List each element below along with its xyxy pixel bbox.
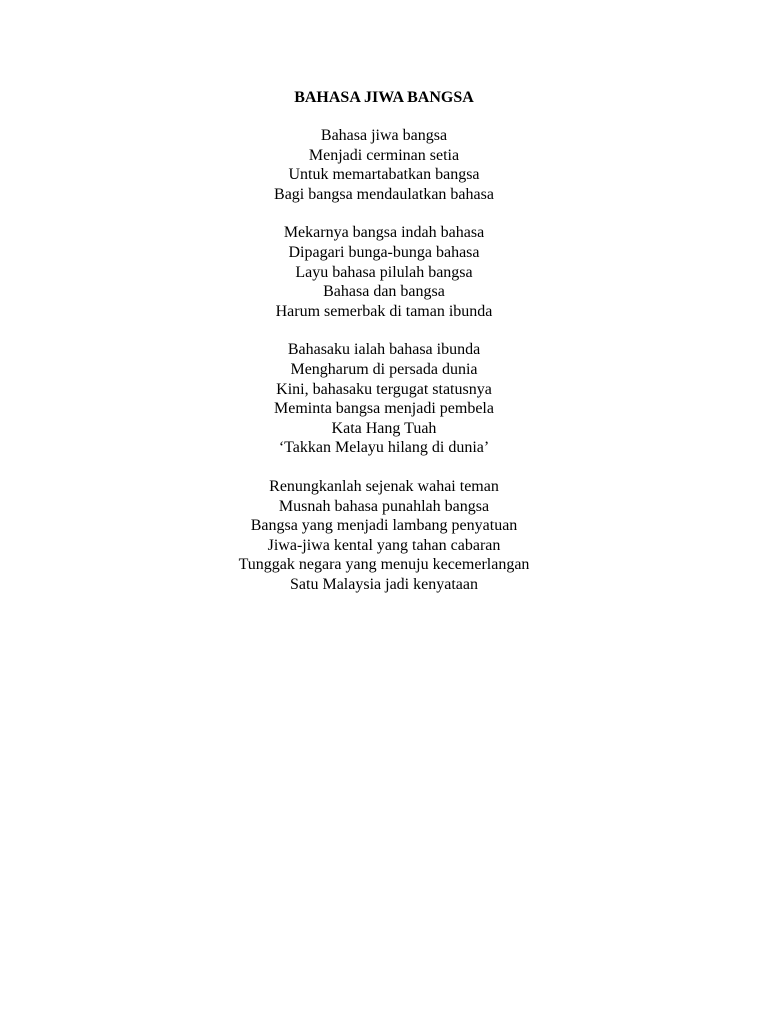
poem-line: Harum semerbak di taman ibunda	[275, 302, 493, 320]
poem	[0, 87, 768, 613]
stanza-3	[0, 340, 768, 458]
poem-line: Bahasa dan bangsa	[323, 283, 445, 301]
stanza-1	[0, 126, 768, 204]
poem-line: Dipagari bunga-bunga bahasa	[288, 243, 480, 261]
poem-line: Satu Malaysia jadi kenyataan	[290, 575, 478, 593]
poem-line: Kata Hang Tuah	[331, 419, 437, 437]
poem-title: BAHASA JIWA BANGSA	[294, 89, 474, 106]
poem-line: Bahasaku ialah bahasa ibunda	[287, 341, 481, 359]
poem-line: Kini, bahasaku tergugat statusnya	[276, 380, 492, 398]
poem-line: Mekarnya bangsa indah bahasa	[283, 224, 485, 242]
poem-line: Bahasa jiwa bangsa	[320, 127, 448, 144]
poem-line: Layu bahasa pilulah bangsa	[295, 263, 473, 281]
poem-line: Jiwa-jiwa kental yang tahan cabaran	[267, 536, 501, 554]
poem-line: Untuk memartabatkan bangsa	[288, 166, 480, 184]
poem-line: Mengharum di persada dunia	[290, 360, 478, 378]
poem-line: Tunggak negara yang menuju kecemerlangan	[238, 556, 530, 574]
stanza-2	[0, 223, 768, 321]
poem-line: Bagi bangsa mendaulatkan bahasa	[274, 185, 494, 203]
poem-line: Meminta bangsa menjadi pembela	[274, 400, 494, 418]
stanza-4	[0, 477, 768, 595]
poem-line: Bangsa yang menjadi lambang penyatuan	[250, 517, 518, 535]
poem-line: Menjadi cerminan setia	[308, 146, 460, 164]
poem-line: Musnah bahasa punahlah bangsa	[278, 497, 490, 515]
poem-line: ‘Takkan Melayu hilang di dunia’	[278, 439, 490, 457]
poem-line: Renungkanlah sejenak wahai teman	[269, 477, 499, 495]
